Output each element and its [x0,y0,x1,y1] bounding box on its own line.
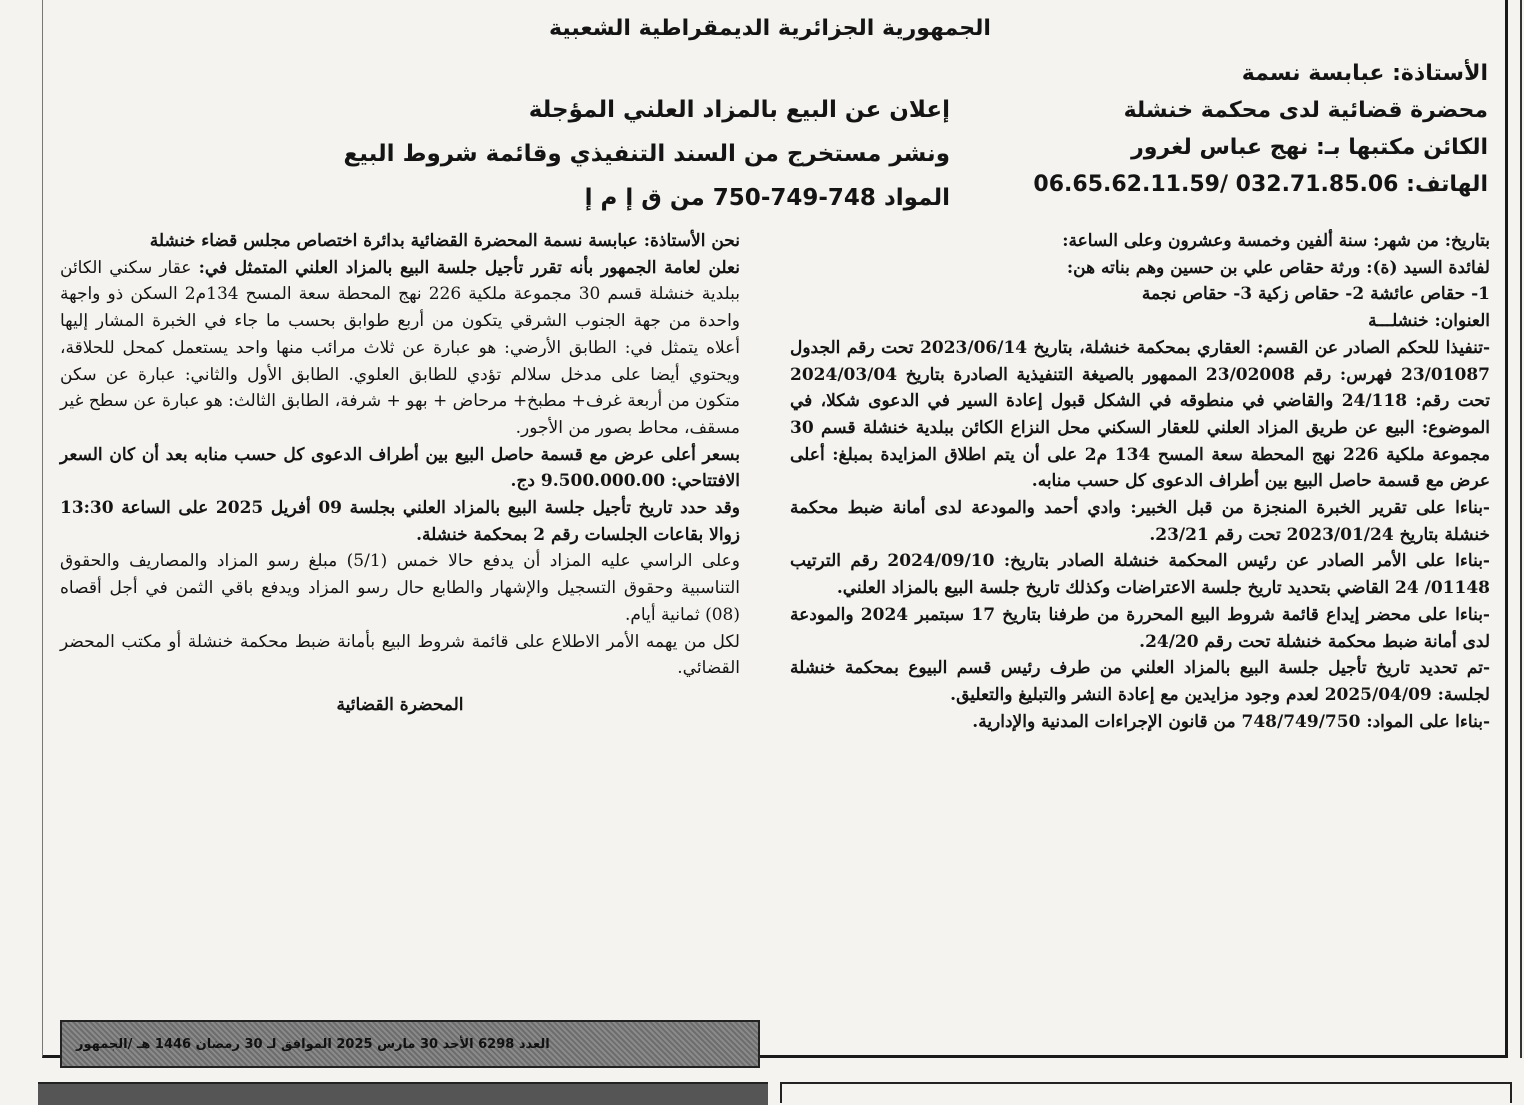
order-paragraph: -بناءا على الأمر الصادر عن رئيس المحكمة خنشلة الصادر بتاريخ: 2024/09/10 رقم الترتيب 01148/ 24 القاضي بتحديد تاريخ جلسة الاعتراضات وكذلك تاريخ جلسة البيع بالمزاد العلني. [790,551,1490,599]
judgment-paragraph: -تنفيذا للحكم الصادر عن القسم: العقاري بمحكمة خنشلة، بتاريخ 2023/06/14 تحت رقم الجدول 23/01087 فهرس: رقم 23/02008 الممهور بالصيغة التنفيذية الصادرة بتاريخ 2024/03/04 تحت رقم: 24/118 والقاضي في منطوقه في الشكل قبول إعادة السير في الدعوى شكلا، في الموضوع: البيع عن طريق المزاد العلني للعقار السكني محل النزاع الكائن ببلدية خنشلة قسم 30 مجموعة ملكية 226 نهج المحطة سعة المسح 134 م2 على أن يتم اطلاق المزايدة بمبلغ: أعلى عرض مع قسمة حاصل البيع بين أطراف الدعوى كل حسب منابه. [790,337,1490,492]
postponement-paragraph: -تم تحديد تاريخ تأجيل جلسة البيع بالمزاد العلني من طرف رئيس قسم البيوع بمحكمة خنشلة لجلسة: 2025/04/09 لعدم وجود مزايدين مع إعادة النشر والتبليغ والتعليق. [790,658,1490,705]
property-details: عقار سكني الكائن ببلدية خنشلة قسم 30 مجموعة ملكية 226 نهج المحطة سعة المسح 134م2 السكن ذو واجهة واحدة من جهة الجنوب الشرقي يتكون من أربع طوابق بحسب ما جاء في الخبرة المشار إليها أعلاه يتمثل في: الطابق الأرضي: هو عبارة عن ثلاث مرائب منها واحد يستعمل كمحل للحلاقة، ويحتوي أيضا على مدخل سلالم تؤدي للطابق العلوي. الطابق الأول والثاني: عبارة عن سكن متكون من أربعة غرف+ مطبخ+ مرحاض + بهو + شرفة، الطابق الثالث: هو عبارة عن سطح غير مسقف، محاط بصور من الأجور. [60,257,740,438]
property-description [60,255,740,442]
announcement-articles: المواد 748-749-750 من ق إ م إ [584,185,950,211]
bailiff-address: الكائن مكتبها بـ: نهج عباس لغرور [1131,135,1488,160]
signature: المحضرة القضائية [336,694,464,715]
heirs-line: 1- حقاص عائشة 2- حقاص زكية 3- حقاص نجمة [1141,284,1490,305]
next-article-box-left [38,1082,768,1105]
issue-footer [60,1020,760,1068]
page-edge-rule [1520,0,1522,1058]
address-line: العنوان: خنشلـــة [1368,311,1490,332]
consultation-paragraph: لكل من يهمه الأمر الاطلاع على قائمة شروط البيع بأمانة ضبط محكمة خنشلة أو مكتب المحضر القضائي. [60,631,740,679]
issue-line: العدد 6298 الأحد 30 مارس 2025 الموافق لـ 30 رمضان 1446 هـ /الجمهور [76,1036,550,1052]
right-column [790,228,1490,735]
expertise-paragraph: -بناءا على تقرير الخبرة المنجزة من قبل الخبير: وادي أحمد والمودعة لدى أمانة ضبط محكمة خنشلة بتاريخ 2023/01/24 تحت رقم 23/21. [790,498,1490,545]
legal-basis-paragraph: -بناءا على المواد: 748/749/750 من قانون الإجراءات المدنية والإدارية. [972,711,1490,732]
public-notice-lead: نعلن لعامة الجمهور بأنه تقرر تأجيل جلسة البيع بالمزاد العلني المتمثل في: [198,257,740,278]
payment-terms-paragraph: وعلى الراسي عليه المزاد أن يدفع حالا خمس (5/1) مبلغ رسو المزاد والمصاريف والحقوق التناسبية وحقوق التسجيل والإشهار والطابع حال رسو المزاد ويدفع باقي الثمن في أجل أقصاه (08) ثمانية أيام. [60,551,740,625]
next-article-box-right [780,1082,1512,1103]
bailiff-role: محضرة قضائية لدى محكمة خنشلة [1123,98,1488,123]
announcement-title [190,88,950,220]
announcement-title-line-1: إعلان عن البيع بالمزاد العلني المؤجلة [528,97,950,123]
announcement-title-line-2: ونشر مستخرج من السند التنفيذي وقائمة شروط البيع [343,141,950,167]
left-column [60,228,740,719]
date-line: بتاريخ: من شهر: سنة ألفين وخمسة وعشرون وعلى الساعة: [1062,231,1490,251]
beneficiary-line: لفائدة السيد (ة): ورثة حقاص علي بن حسين وهم بناته هن: [1066,257,1490,278]
bailiff-name: الأستاذة: عبابسة نسمة [1241,61,1488,86]
bailiff-intro: نحن الأستاذة: عبابسة نسمة المحضرة القضائية بدائرة اختصاص مجلس قضاء خنشلة [149,231,740,251]
bailiff-phone: الهاتف: 032.71.85.06 /06.65.62.11.59 [1033,172,1488,197]
price-paragraph: بسعر أعلى عرض مع قسمة حاصل البيع بين أطراف الدعوى كل حسب منابه بعد أن كان السعر الافتتاحي: 9.500.000.00 دج. [60,444,740,492]
bailiff-info [928,55,1488,203]
conditions-deposit-paragraph: -بناءا على محضر إيداع قائمة شروط البيع المحررة من طرفنا بتاريخ 17 سبتمبر 2024 والمودعة لدى أمانة ضبط محكمة خنشلة تحت رقم 24/20. [790,604,1490,652]
state-title: الجمهورية الجزائرية الديمقراطية الشعبية [549,16,991,41]
session-date-paragraph: وقد حدد تاريخ تأجيل جلسة البيع بالمزاد العلني بجلسة 09 أفريل 2025 على الساعة 13:30 زوالا بقاعات الجلسات رقم 2 بمحكمة خنشلة. [60,498,740,545]
